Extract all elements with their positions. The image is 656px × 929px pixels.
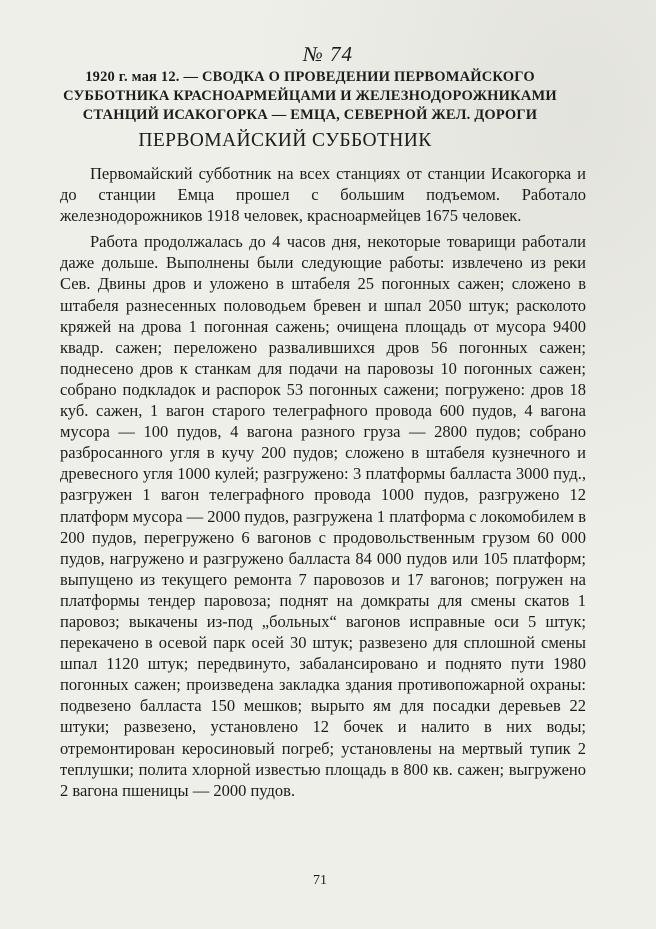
document-subtitle: ПЕРВОМАЙСКИЙ СУББОТНИК xyxy=(138,130,432,151)
document-number: № 74 xyxy=(302,42,354,66)
body-paragraph-1: Первомайский субботник на всех станциях от станции Исакогорка и до станции Емца прошел с большим подъемом. Работало железнодорожников 1918 человек, красноармейцев 1675 человек. xyxy=(60,164,586,226)
document-date: 1920 г. мая 12. xyxy=(85,69,180,85)
document-heading xyxy=(36,68,584,125)
body-paragraph-2: Работа продолжалась до 4 часов дня, некоторые товарищи работали даже дольше. Выполнены были следующие работы: извлечено из реки Сев. Двины дров и уложено в штабеля 25 погонных сажен; сложено в штабеля разнесенных половодьем бревен и шпал 2050 штук; расколото кряжей на дрова 1 погонная сажень; очищена площадь от мусора 9400 квадр. сажен; переложено развалившихся дров 56 погонных сажен; поднесено дров к станкам для подачи на паровозы 10 погонных сажен; собрано подкладок и распорок 53 погонных сажени; погружено: дров 18 куб. сажен, 1 вагон старого телеграфного провода 600 пудов, 4 вагона мусора — 100 пудов, 4 вагона разного груза — 2800 пудов; собрано разбросанного угля в кучу 200 пудов; сложено в штабеля кузнечного и древесного угля 1000 кулей; разгружено: 3 платформы балласта 3000 пуд., разгружен 1 вагон телеграфного провода 1000 пудов, разгружено 12 платформ мусора — 2000 пудов, разгружена 1 платформа с локомобилем в 200 пудов, перегружено 6 вагонов с продовольственным грузом 60 000 пудов, нагружено и разгружено балласта 84 000 пудов или 105 платформ; выпущено из текущего ремонта 7 паровозов и 17 вагонов; погружен на платформы тендер паровоза; поднят на домкраты для смены скатов 1 паровоз; выкачены из-под „больных“ вагонов исправные оси 5 штук; перекачено в осевой парк осей 30 штук; развезено для сплошной смены шпал 1120 штук; передвинуто, забалансировано и поднято пути 1980 погонных сажен; произведена закладка здания противопожарной охраны: подвезено балласта 150 мешков; вырыто ям для посадки деревьев 22 штуки; развезено, установлено 12 бочек и налито в них воды; отремонтирован керосиновый погреб; установлены на мертвый тупик 2 теплушки; полита хлорной известью площадь в 800 кв. сажен; выгружено 2 вагона пшеницы — 2000 пудов. xyxy=(60,232,586,800)
document-heading-text: — СВОДКА О ПРОВЕДЕНИИ ПЕРВОМАЙСКОГО СУББОТНИКА КРАСНОАРМЕЙЦАМИ И ЖЕЛЕЗНОДОРОЖНИКАМИ СТАНЦИЙ ИСАКОГОРКА — ЕМЦА, СЕВЕРНОЙ ЖЕЛ. ДОРОГИ xyxy=(63,69,557,123)
page-number: 71 xyxy=(313,873,327,888)
document-body xyxy=(60,163,586,806)
